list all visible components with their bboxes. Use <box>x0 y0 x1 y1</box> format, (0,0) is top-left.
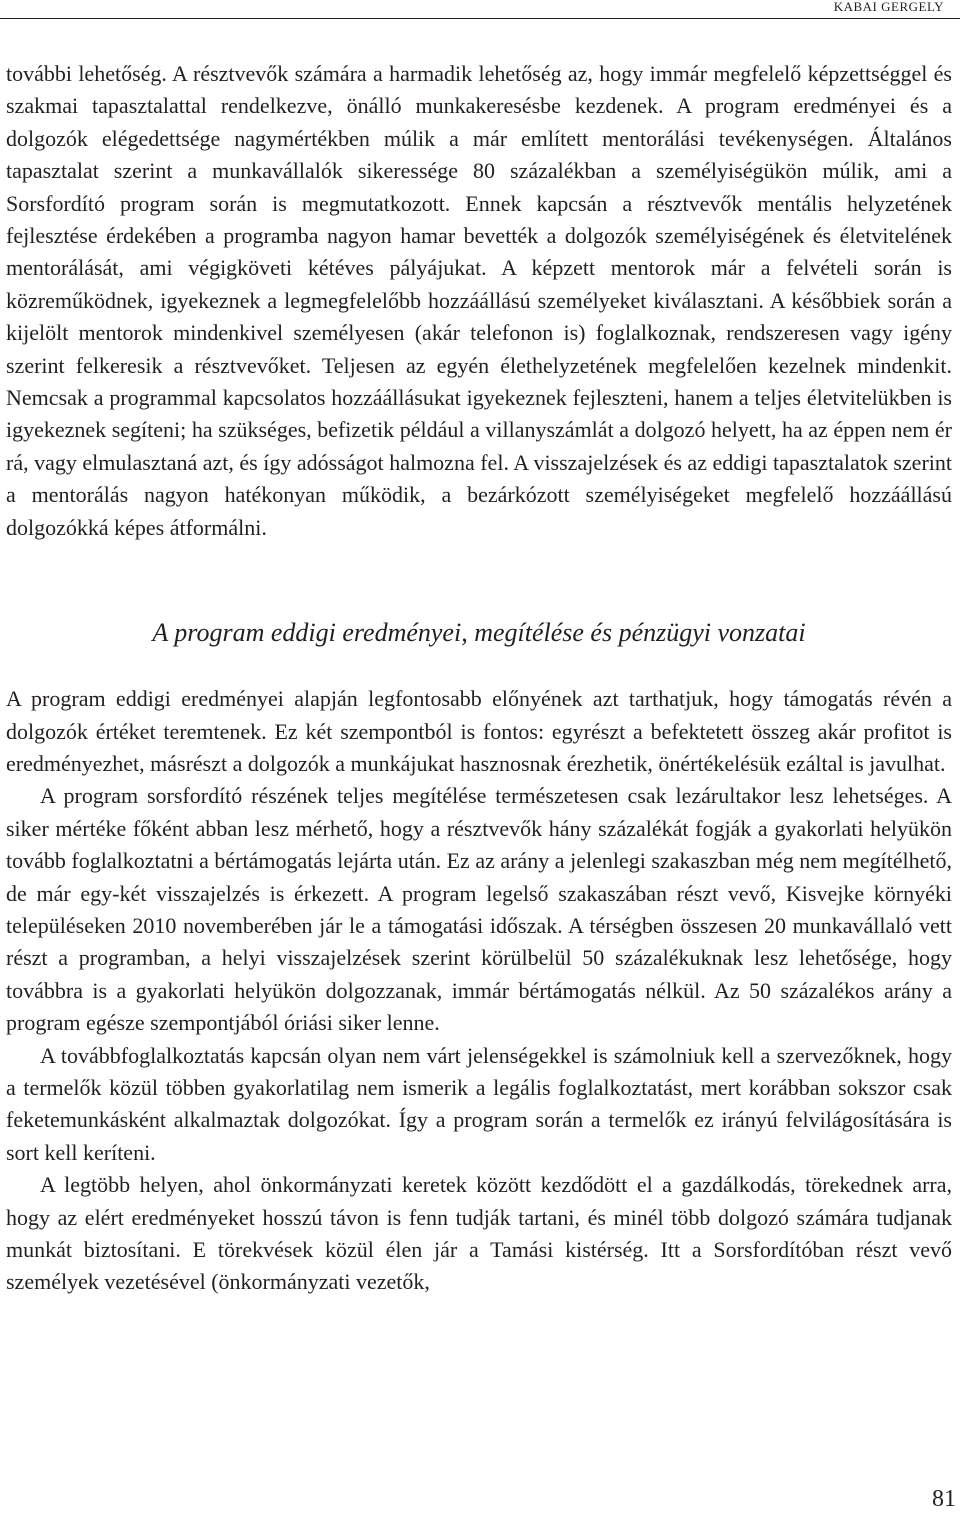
body-paragraph-3: A program sorsfordító részének teljes megítélése természetesen csak lezárultakor lesz lehetséges. A siker mértéke főként abban lesz mérhető, hogy a résztvevők hány százalékát fogják a gyakorlati helyükön tovább foglalkoztatni a bértámogatás lejárta után. Ez az arány a jelenlegi szakaszban még nem megítélhető, de már egy-két visszajelzés is érkezett. A program legelső szakaszában részt vevő, Kisvejke környéki településeken 2010 novemberében jár le a támogatási időszak. A térségben összesen 20 munkavállaló vett részt a programban, a helyi visszajelzések szerint körülbelül 50 százalékuknak lesz lehetősége, hogy továbbra is a gyakorlati helyükön dolgozzanak, immár bértámogatás nélkül. Az 50 százalékos arány a program egésze szempontjából óriási siker lenne. <box>6 783 952 1036</box>
body-paragraph-1: további lehetőség. A résztvevők számára a harmadik lehetőség az, hogy immár megfelelő képzettséggel és szakmai tapasztalattal rendelkezve, önálló munkakeresésbe kezdenek. A program eredményei és a dolgozók elégedettsége nagymértékben múlik a már említett mentorálási tevékenységen. Általános tapasztalat szerint a munkavállalók sikeressége 80 százalékban a személyiségükön múlik, ami a Sorsfordító program során is megmutatkozott. Ennek kapcsán a résztvevők mentális helyzetének fejlesztése érdekében a programba nagyon hamar bevették a dolgozók személyiségének és életvitelének mentorálását, ami végigköveti kétéves pályájukat. A képzett mentorok már a felvételi során is közreműködnek, igyekeznek a legmegfelelőbb hozzáállású személyeket kiválasztani. A későbbiek során a kijelölt mentorok mindenkivel személyesen (akár telefonon is) foglalkoznak, rendszeresen vagy igény szerint felkeresik a résztvevőket. Teljesen az egyén élethelyzetének megfelelően kezelnek mindenkit. Nemcsak a programmal kapcsolatos hozzáállásukat igyekeznek fejleszteni, hanem a teljes életvitelükben is igyekeznek segíteni; ha szükséges, befizetik például a villanyszámlát a dolgozó helyett, ha az éppen nem ér rá, vagy elmulasztaná azt, és így adósságot halmozna fel. A visszajelzések és az eddigi tapasztalatok szerint a mentorálás nagyon hatékonyan működik, a bezárkózott személyiségeket megfelelő hozzáállású dolgozókká képes átformálni. <box>6 61 952 540</box>
header-rule <box>0 18 960 19</box>
body-paragraph-2: A program eddigi eredményei alapján legfontosabb előnyének azt tarthatjuk, hogy támogatás révén a dolgozók értéket teremtenek. Ez két szempontból is fontos: egyrészt a befektetett összeg akár profitot is eredményezhet, másrészt a dolgozók a munkájukat hasznosnak érezhetik, önértékelésük ezáltal is javulhat. <box>6 686 952 776</box>
body-paragraph-4: A továbbfoglalkoztatás kapcsán olyan nem várt jelenségekkel is számolniuk kell a szervezőknek, hogy a termelők közül többen gyakorlatilag nem ismerik a legális foglalkoztatást, mert korábban sokszor csak feketemunkásként alkalmaztak dolgozókat. Így a program során a termelők ez irányú felvilágosítására is sort kell keríteni. <box>6 1042 952 1165</box>
body-paragraph-5: A legtöbb helyen, ahol önkormányzati keretek között kezdődött el a gazdálkodás, törekednek arra, hogy az elért eredményeket hosszú távon is fenn tudják tartani, és minél több dolgozó számára tudjanak munkát biztosítani. E törekvések közül élen jár a Tamási kistérség. Itt a Sorsfordítóban részt vevő személyek vezetésével (önkormányzati vezetők, <box>6 1172 952 1295</box>
section-heading: A program eddigi eredményei, megítélése és pénzügyi vonzatai <box>152 618 806 648</box>
running-head-author: KABAI GERGELY <box>833 0 944 14</box>
page-body <box>6 58 952 1299</box>
running-head <box>0 0 960 22</box>
page-number: 81 <box>932 1486 956 1512</box>
